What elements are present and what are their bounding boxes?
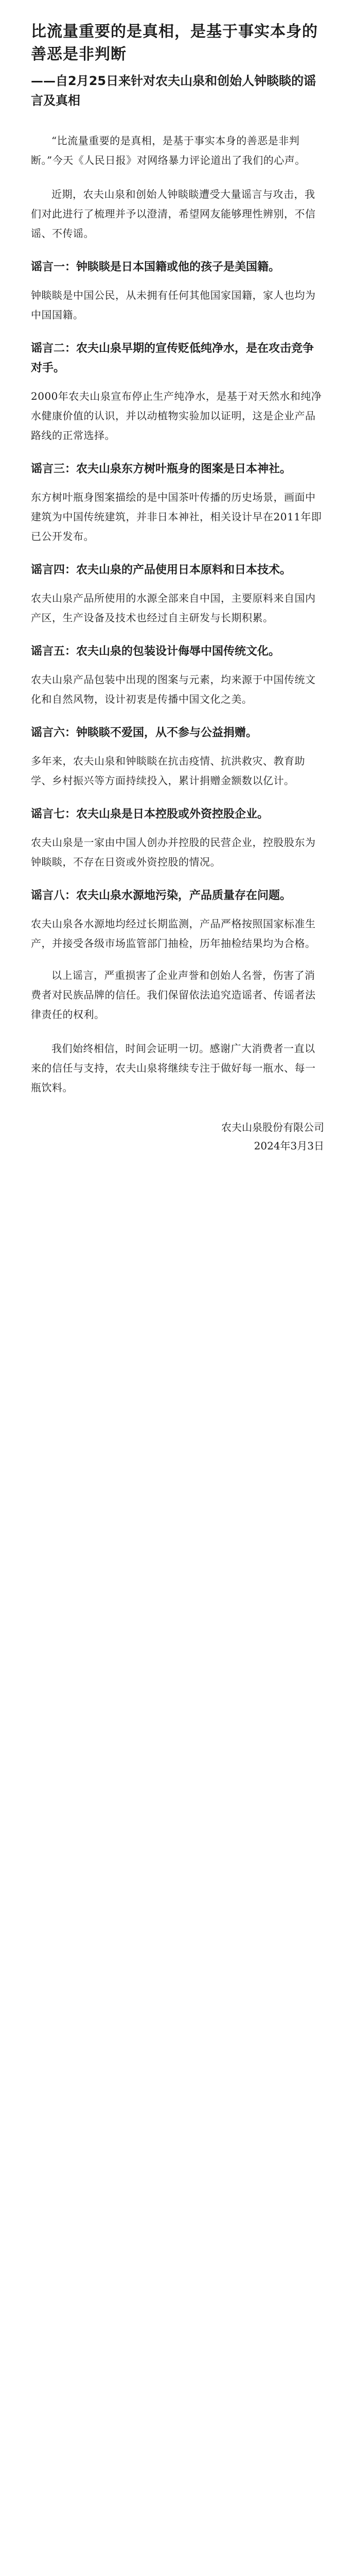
- article-subtitle: ——自2月25日来针对农夫山泉和创始人钟睒睒的谣言及真相: [31, 74, 316, 108]
- closing-paragraph: 以上谣言，严重损害了企业声誉和创始人名誉，伤害了消费者对民族品牌的信任。我们保留依法追究造谣者、传谣者法律责任的权利。: [31, 969, 316, 1021]
- rumor-heading: 谣言二：农夫山泉早期的宣传贬低纯净水，是在攻击竞争对手。: [31, 342, 314, 375]
- signature-block: [31, 1118, 324, 1155]
- truth-paragraph: 钟睒睒是中国公民，从未拥有任何其他国家国籍，家人也均为中国国籍。: [31, 289, 316, 321]
- rumor-heading: 谣言三：农夫山泉东方树叶瓶身的图案是日本神社。: [31, 463, 292, 476]
- closing-paragraph: 我们始终相信，时间会证明一切。感谢广大消费者一直以来的信任与支持，农夫山泉将继续专注于做好每一瓶水、每一瓶饮料。: [31, 1042, 316, 1094]
- intro-paragraph: “比流量重要的是真相，是基于事实本身的善恶是非判断。”今天《人民日报》对网络暴力评论道出了我们的心声。: [31, 134, 306, 166]
- truth-paragraph: 多年来，农夫山泉和钟睒睒在抗击疫情、抗洪救灾、教育助学、乡村振兴等方面持续投入，累计捐赠金额数以亿计。: [31, 755, 305, 787]
- truth-paragraph: 农夫山泉各水源地均经过长期监测，产品严格按照国家标准生产，并接受各级市场监管部门抽检，历年抽检结果均为合格。: [31, 918, 316, 950]
- rumor-heading: 谣言八：农夫山泉水源地污染，产品质量存在问题。: [31, 889, 292, 902]
- article-title: 比流量重要的是真相，是基于事实本身的善恶是非判断: [31, 23, 318, 63]
- truth-paragraph: 2000年农夫山泉宣布停止生产纯净水，是基于对天然水和纯净水健康价值的认识，并以动植物实验加以证明，这是企业产品路线的正常选择。: [31, 390, 322, 442]
- signature-date: 2024年3月3日: [254, 1140, 324, 1152]
- truth-paragraph: 东方树叶瓶身图案描绘的是中国茶叶传播的历史场景，画面中建筑为中国传统建筑，并非日本神社，相关设计早在2011年即已公开发布。: [31, 491, 322, 543]
- signature-company: 农夫山泉股份有限公司: [221, 1121, 324, 1133]
- intro-paragraph: 近期，农夫山泉和创始人钟睒睒遭受大量谣言与攻击，我们对此进行了梳理并予以澄清，希望网友能够理性辨别，不信谣、不传谣。: [31, 188, 316, 240]
- rumor-heading: 谣言四：农夫山泉的产品使用日本原料和日本技术。: [31, 564, 292, 577]
- rumor-heading: 谣言一：钟睒睒是日本国籍或他的孩子是美国籍。: [31, 261, 280, 274]
- rumor-heading: 谣言六：钟睒睒不爱国，从不参与公益捐赠。: [31, 726, 258, 739]
- truth-paragraph: 农夫山泉是一家由中国人创办并控股的民营企业，控股股东为钟睒睒，不存在日资或外资控股的情况。: [31, 836, 316, 868]
- article: [0, 0, 355, 1176]
- truth-paragraph: 农夫山泉产品所使用的水源全部来自中国，主要原料来自国内产区，生产设备及技术也经过自主研发与长期积累。: [31, 592, 316, 624]
- rumor-heading: 谣言七：农夫山泉是日本控股或外资控股企业。: [31, 808, 269, 821]
- rumor-list: [31, 258, 324, 953]
- rumor-heading: 谣言五：农夫山泉的包装设计侮辱中国传统文化。: [31, 645, 280, 658]
- truth-paragraph: 农夫山泉产品包装中出现的图案与元素，均来源于中国传统文化和自然风物，设计初衷是传播中国文化之美。: [31, 673, 316, 705]
